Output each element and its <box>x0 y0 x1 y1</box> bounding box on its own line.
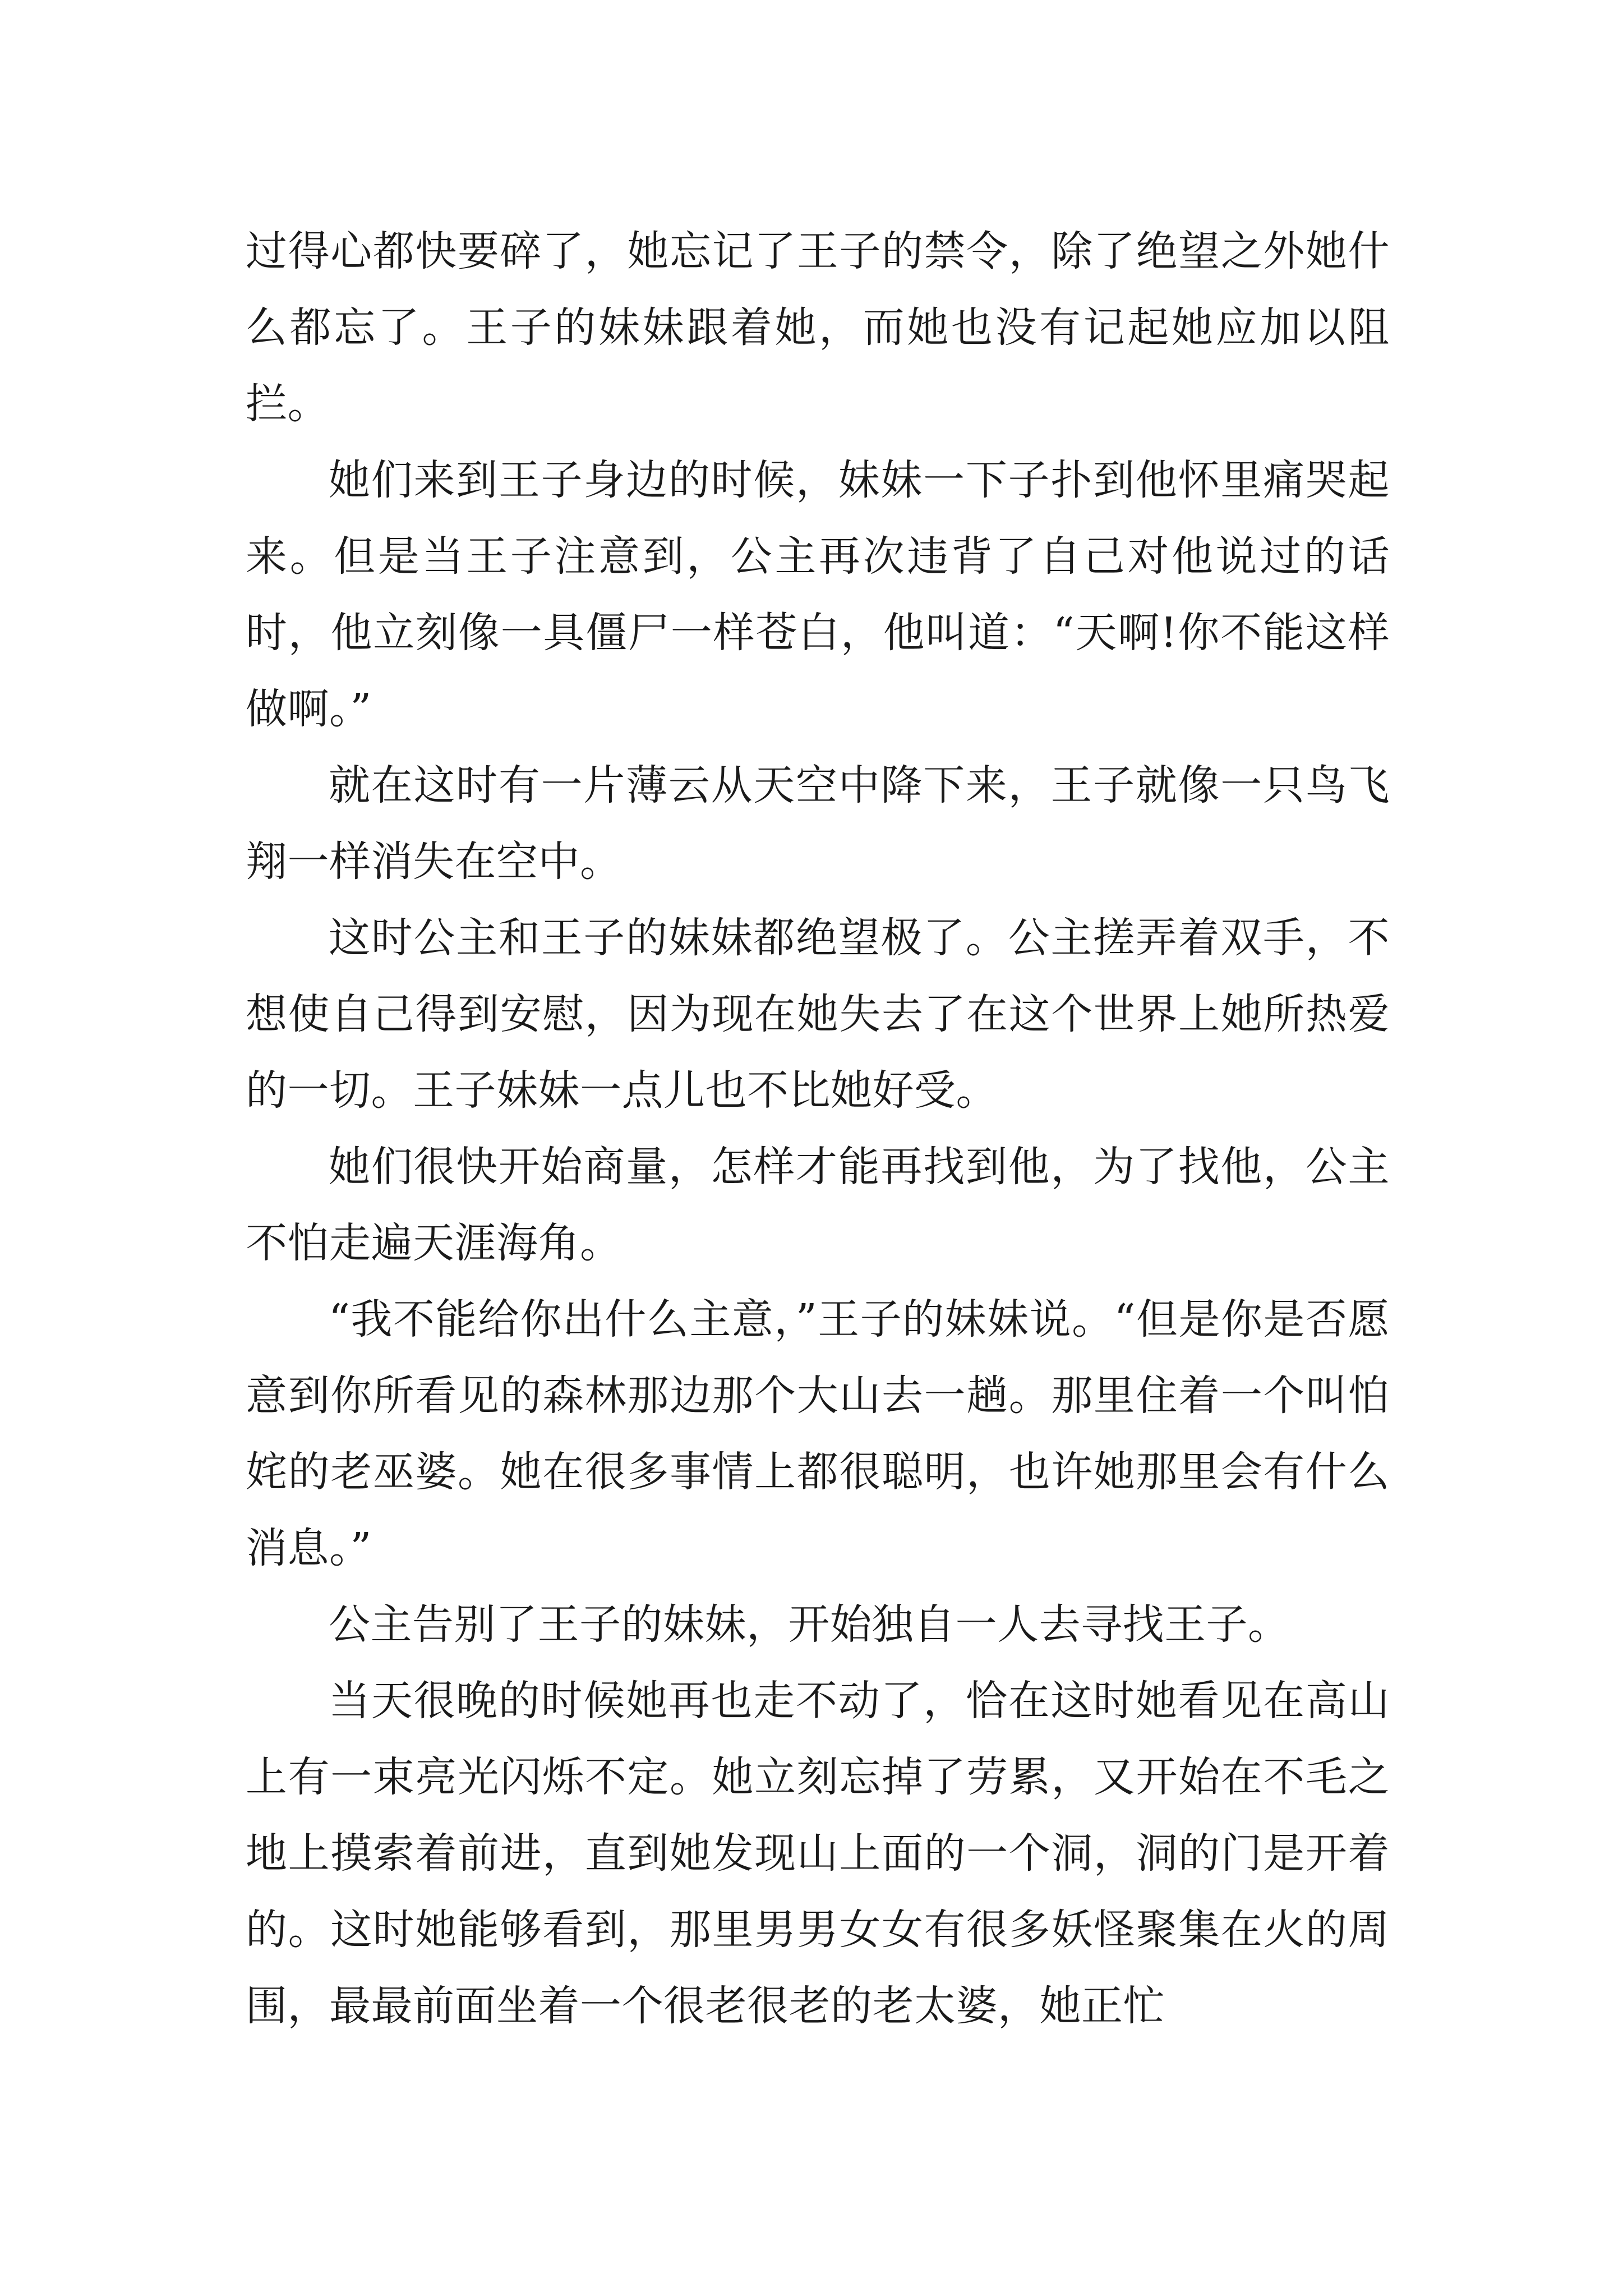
paragraph-3: 就在这时有一片薄云从天空中降下来，王子就像一只鸟飞翔一样消失在空中。 <box>246 761 1390 886</box>
paragraph-4: 这时公主和王子的妹妹都绝望极了。公主搓弄着双手，不想使自己得到安慰，因为现在她失去了在这个世界上她所热爱的一切。王子妹妹一点儿也不比她好受。 <box>246 914 1390 1115</box>
paragraph-8: 当天很晚的时候她再也走不动了，恰在这时她看见在高山上有一束亮光闪烁不定。她立刻忘掉了劳累，又开始在不毛之地上摸索着前进，直到她发现山上面的一个洞，洞的门是开着的。这时她能够看到，那里男男女女有很多妖怪聚集在火的周围，最最前面坐着一个很老很老的老太婆，她正忙 <box>246 1677 1390 2030</box>
paragraph-6: “我不能给你出什么主意，”王子的妹妹说。“但是你是否愿意到你所看见的森林那边那个大山去一趟。那里住着一个叫怕姹的老巫婆。她在很多事情上都很聪明，也许她那里会有什么消息。” <box>246 1295 1390 1572</box>
paragraph-5: 她们很快开始商量，怎样才能再找到他，为了找他，公主不怕走遍天涯海角。 <box>246 1143 1390 1267</box>
body-text <box>246 213 1390 2044</box>
paragraph-7: 公主告别了王子的妹妹，开始独自一人去寻找王子。 <box>329 1600 1290 1649</box>
paragraph-2: 她们来到王子身边的时候，妹妹一下子扑到他怀里痛哭起来。但是当王子注意到，公主再次违背了自己对他说过的话时，他立刻像一具僵尸一样苍白，他叫道：“天啊!你不能这样做啊。” <box>246 456 1390 733</box>
paragraph-1: 过得心都快要碎了，她忘记了王子的禁令，除了绝望之外她什么都忘了。王子的妹妹跟着她，而她也没有记起她应加以阻拦。 <box>246 227 1390 428</box>
